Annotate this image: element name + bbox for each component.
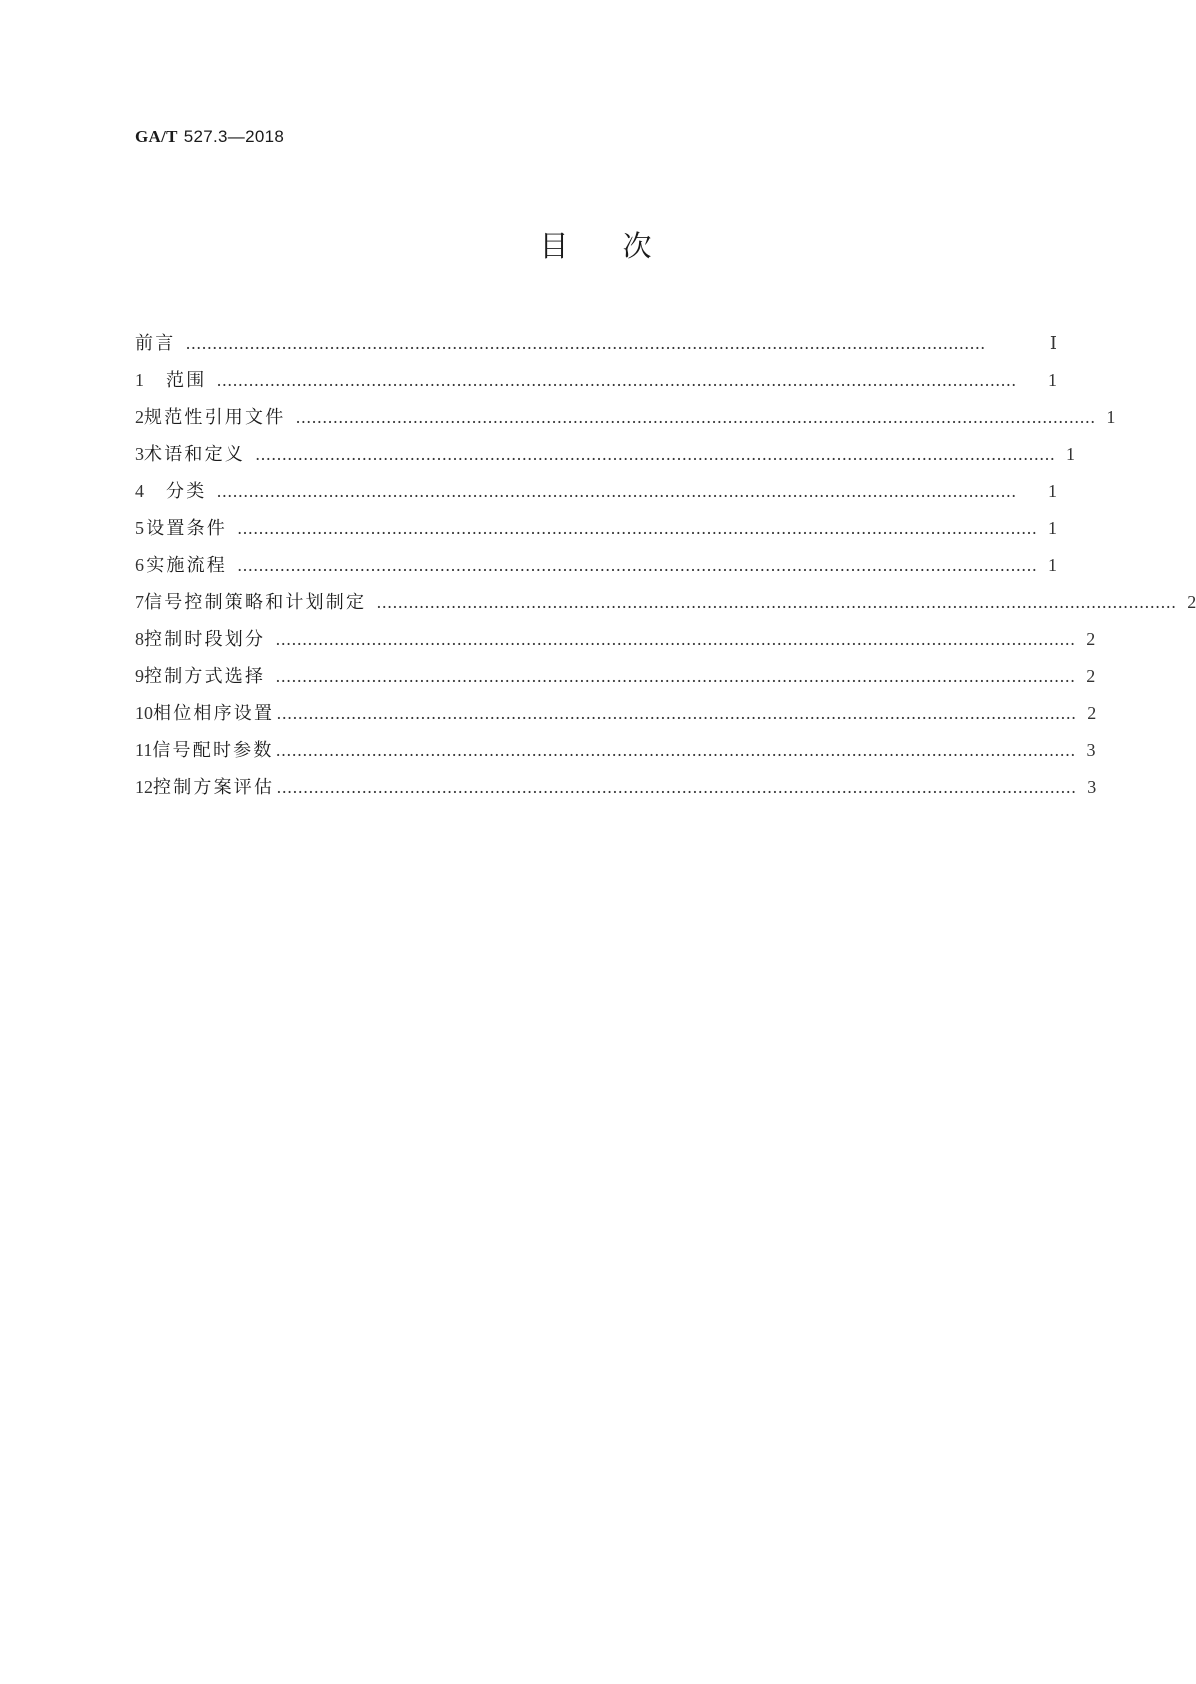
toc-entry-page: 2 <box>1087 703 1097 723</box>
toc-entry-label: 信号配时参数 <box>152 740 274 761</box>
toc-entry-page: 1 <box>1066 444 1075 464</box>
dot-leader: …………………………………………………………………………………………………………………………………… <box>237 556 1037 575</box>
toc-entry-label: 实施流程 <box>146 555 227 576</box>
dot-leader: …………………………………………………………………………………………………………………………………… <box>275 667 1076 686</box>
toc-entry-label: 控制时段划分 <box>144 629 266 650</box>
toc-entry-number: 4 <box>135 481 144 501</box>
toc-entry-6[interactable] <box>135 550 1057 587</box>
toc-entry-number: 9 <box>135 666 144 686</box>
toc-entry-1[interactable] <box>135 365 1057 402</box>
toc-entry-number: 7 <box>135 592 144 612</box>
toc-entry-number: 10 <box>135 703 153 723</box>
toc-entry-page: 2 <box>1086 666 1096 686</box>
toc-entry-label: 控制方案评估 <box>153 777 275 798</box>
toc-entry-3[interactable] <box>135 439 1075 476</box>
dot-leader: …………………………………………………………………………………………………………………………………… <box>276 704 1077 723</box>
toc-entry-page: 1 <box>1048 481 1057 501</box>
dot-leader: …………………………………………………………………………………………………………………………………… <box>216 482 1017 501</box>
toc-entry-number: 2 <box>135 407 144 427</box>
toc-entry-number: 6 <box>135 555 144 575</box>
toc-entry-11[interactable] <box>135 735 1096 772</box>
toc-entry-12[interactable] <box>135 772 1097 809</box>
toc-entry-10[interactable] <box>135 698 1097 735</box>
toc-entry-label: 设置条件 <box>146 518 227 539</box>
toc-entry-2[interactable] <box>135 402 1116 439</box>
toc-entry-5[interactable] <box>135 513 1057 550</box>
dot-leader: …………………………………………………………………………………………………………………………………… <box>185 334 986 353</box>
toc-entry-label: 分类 <box>166 481 207 502</box>
toc-entry-page: 1 <box>1048 518 1057 538</box>
toc-entry-page: 2 <box>1086 629 1096 649</box>
toc-entry-page: 3 <box>1086 740 1096 760</box>
toc-entry-7[interactable] <box>135 587 1196 624</box>
toc-entry-foreword[interactable] <box>135 328 1057 365</box>
toc-entry-label: 前言 <box>135 333 176 354</box>
toc-entry-4[interactable] <box>135 476 1057 513</box>
toc-entry-label: 相位相序设置 <box>153 703 275 724</box>
toc-entry-label: 范围 <box>166 370 207 391</box>
toc-entry-page: 1 <box>1048 555 1057 575</box>
toc-title: 目次 <box>539 229 706 263</box>
toc-entry-page: 2 <box>1187 592 1196 612</box>
standard-prefix: GA/T <box>135 127 178 146</box>
dot-leader: …………………………………………………………………………………………………………………………………… <box>255 445 1055 464</box>
dot-leader: …………………………………………………………………………………………………………………………………… <box>295 408 1096 427</box>
toc-entry-label: 规范性引用文件 <box>144 407 286 428</box>
toc-entry-number: 5 <box>135 518 144 538</box>
toc-entry-page: 3 <box>1087 777 1097 797</box>
toc-entry-label: 信号控制策略和计划制定 <box>144 592 367 613</box>
toc-entry-8[interactable] <box>135 624 1096 661</box>
toc-entry-label: 术语和定义 <box>144 444 245 465</box>
toc-entry-9[interactable] <box>135 661 1096 698</box>
standard-code <box>135 127 284 147</box>
dot-leader: …………………………………………………………………………………………………………………………………… <box>276 778 1077 797</box>
toc-entry-number: 3 <box>135 444 144 464</box>
toc-entry-page: Ⅰ <box>1049 333 1057 353</box>
table-of-contents <box>135 328 1196 809</box>
dot-leader: …………………………………………………………………………………………………………………………………… <box>216 371 1017 390</box>
toc-entry-number: 1 <box>135 370 144 390</box>
toc-entry-number: 11 <box>135 740 153 760</box>
dot-leader: …………………………………………………………………………………………………………………………………… <box>275 630 1076 649</box>
toc-entry-number: 12 <box>135 777 153 797</box>
dot-leader: …………………………………………………………………………………………………………………………………… <box>376 593 1177 612</box>
standard-number: 527.3—2018 <box>183 127 285 146</box>
dot-leader: …………………………………………………………………………………………………………………………………… <box>237 519 1037 538</box>
toc-entry-page: 1 <box>1106 407 1116 427</box>
dot-leader: …………………………………………………………………………………………………………………………………… <box>275 741 1076 760</box>
toc-entry-number: 8 <box>135 629 144 649</box>
toc-entry-page: 1 <box>1048 370 1057 390</box>
toc-entry-label: 控制方式选择 <box>144 666 266 687</box>
